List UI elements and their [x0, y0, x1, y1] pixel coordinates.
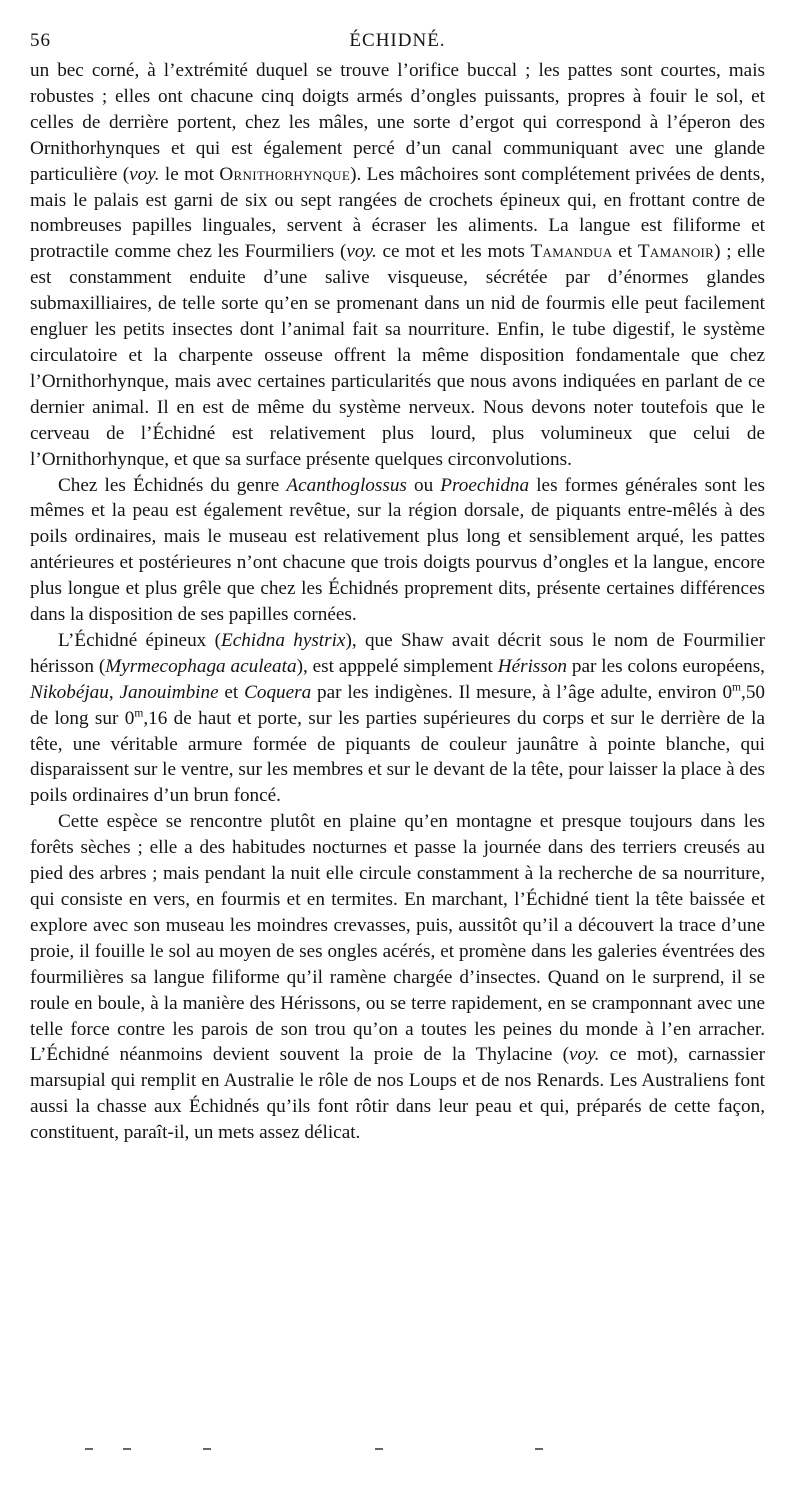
footer-mark [203, 1448, 211, 1450]
text-run: un bec corné, à l’extrémité duquel se trouve l’orifice buccal ; les pattes sont courtes, mais robustes ; elles ont chacune cinq doigts armés d’ongles puissants, propres à fouir le sol, et celles de derrière portent, chez les mâles, une sorte d’ergot qui correspond à l’éperon des Ornithorhynques et qui est également percé d’un canal communiquant avec une glande particulière ( [30, 60, 765, 185]
document-page [30, 30, 765, 1146]
text-run: et [612, 241, 638, 263]
text-run: Cette espèce se rencontre plutôt en plaine qu’en montagne et presque toujours dans les forêts sèches ; elle a des habitudes nocturnes et passe la journée dans des terriers creusés au pied des arbres ; mais pendant la nuit elle circule constamment à la recherche de sa nourriture, qui consiste en vers, en fourmis et en termites. En marchant, l’Échidné tient la tête baissée et explore avec son museau les moindres crevasses, puis, aussitôt qu’il a découvert la trace d’une proie, il fouille le sol au moyen de ses ongles acérés, et promène dans les galeries éventrées des fourmilières sa langue filiforme qu’il ramène chargée d’insectes. Quand on le surprend, il se roule en boule, à la manière des Hérissons, ou se terre rapidement, en se cramponnant avec une telle force contre les parois de son trou qu’on a toutes les peines du monde à l’en arracher. L’Échidné néanmoins devient souvent la proie de la Thylacine ( [30, 811, 765, 1066]
italic-text: Janouimbine [119, 681, 219, 703]
italic-text: Coquera [244, 681, 312, 703]
text-run: Chez les Échidnés du genre [58, 474, 287, 496]
text-run: ce mot et les mots [376, 241, 531, 263]
italic-text: Hérisson [497, 655, 568, 677]
text-run: les formes générales sont les mêmes et la peau est également revêtue, sur la région dorsale, de piquants entre-mêlés à des poils ordinaires, mais le museau est relativement plus long et sensiblement arqué, les pattes antérieures et postérieures n’ont chacune que trois doigts pourvus d’ongles et la langue, encore plus longue et plus grêle que chez les Échidnés proprement dits, présente certaines différences dans la disposition de ses papilles cornées. [30, 474, 765, 626]
small-caps-text: Tamandua [530, 241, 613, 263]
italic-text: voy. [129, 163, 160, 185]
text-run: par les indigènes. Il mesure, à l’âge adulte, environ 0 [311, 681, 733, 703]
text-run: , [108, 681, 120, 703]
text-run: par les colons européens, [567, 655, 765, 677]
paragraph [30, 809, 765, 1146]
small-caps-text: Ornithorhynque [219, 163, 351, 185]
italic-text: Proechidna [440, 474, 530, 496]
italic-text: Acanthoglossus [286, 474, 407, 496]
text-run: ) ; elle est constamment enduite d’une salive visqueuse, sécrétée par d’énormes glandes submaxilliaires, de telle sorte qu’en se promenant dans un nid de fourmis elle peut facilement engluer les petits insectes dont l’animal fait sa nourriture. Enfin, le tube digestif, le système circulatoire et la charpente osseuse offrent la même disposition fondamentale que chez l’Ornithorhynque, mais avec certaines particularités que nous avons indiquées en parlant de ce dernier animal. Il en est de même du système nerveux. Nous devons noter toutefois que le cerveau de l’Échidné est relativement plus lourd, plus volumineux que celui de l’Ornithorhynque, et que sa surface présente quelques circonvolutions. [30, 241, 765, 470]
text-run: ,50 de long sur 0 [30, 681, 765, 729]
italic-text: voy. [346, 241, 377, 263]
italic-text: Echidna hystrix [220, 629, 346, 651]
small-caps-text: Tamanoir [637, 241, 715, 263]
text-run: ), que Shaw avait décrit sous le nom de Fourmilier hérisson ( [30, 629, 765, 677]
text-run: ou [406, 474, 441, 496]
italic-text: Myrmecophaga aculeata [105, 655, 297, 677]
paragraph [30, 58, 765, 473]
page-header [30, 30, 765, 58]
paragraph [30, 628, 765, 809]
text-run: et [218, 681, 245, 703]
superscript-text: m [732, 681, 742, 694]
text-run: ), est apppelé simplement [296, 655, 498, 677]
footer-mark [85, 1448, 93, 1450]
text-run: ). Les mâchoires sont complétement privées de dents, mais le palais est garni de six ou sept rangées de crochets épineux qui, en frottant contre de nombreuses papilles linguales, servent à écraser les aliments. La langue est filiforme et protractile comme chez les Fourmiliers ( [30, 163, 766, 263]
footer-marks [85, 1448, 545, 1458]
superscript-text: m [134, 707, 144, 720]
footer-mark [535, 1448, 543, 1450]
text-run: L’Échidné épineux ( [58, 629, 221, 651]
footer-mark [123, 1448, 131, 1450]
paragraph [30, 473, 765, 628]
text-run: ce mot), carnassier marsupial qui remplit en Australie le rôle de nos Loups et de nos Renards. Les Australiens font aussi la chasse aux Échidnés qu’ils font rôtir dans leur peau et qui, préparés de cette façon, constituent, paraît-il, un mets assez délicat. [30, 1044, 765, 1144]
italic-text: Nikobéjau [30, 681, 109, 703]
page-number: 56 [30, 30, 51, 51]
italic-text: voy. [569, 1044, 600, 1066]
text-run: ,16 de haut et porte, sur les parties supérieures du corps et sur le derrière de la tête, une véritable armure formée de piquants de couleur jaunâtre à pointe blanche, qui disparaissent sur le ventre, sur les membres et sur le devant de la tête, pour laisser la place à des poils ordinaires d’un brun foncé. [30, 707, 765, 807]
body-text [30, 58, 765, 1146]
running-title: ÉCHIDNÉ. [349, 30, 446, 51]
footer-mark [375, 1448, 383, 1450]
text-run: le mot [159, 163, 220, 185]
